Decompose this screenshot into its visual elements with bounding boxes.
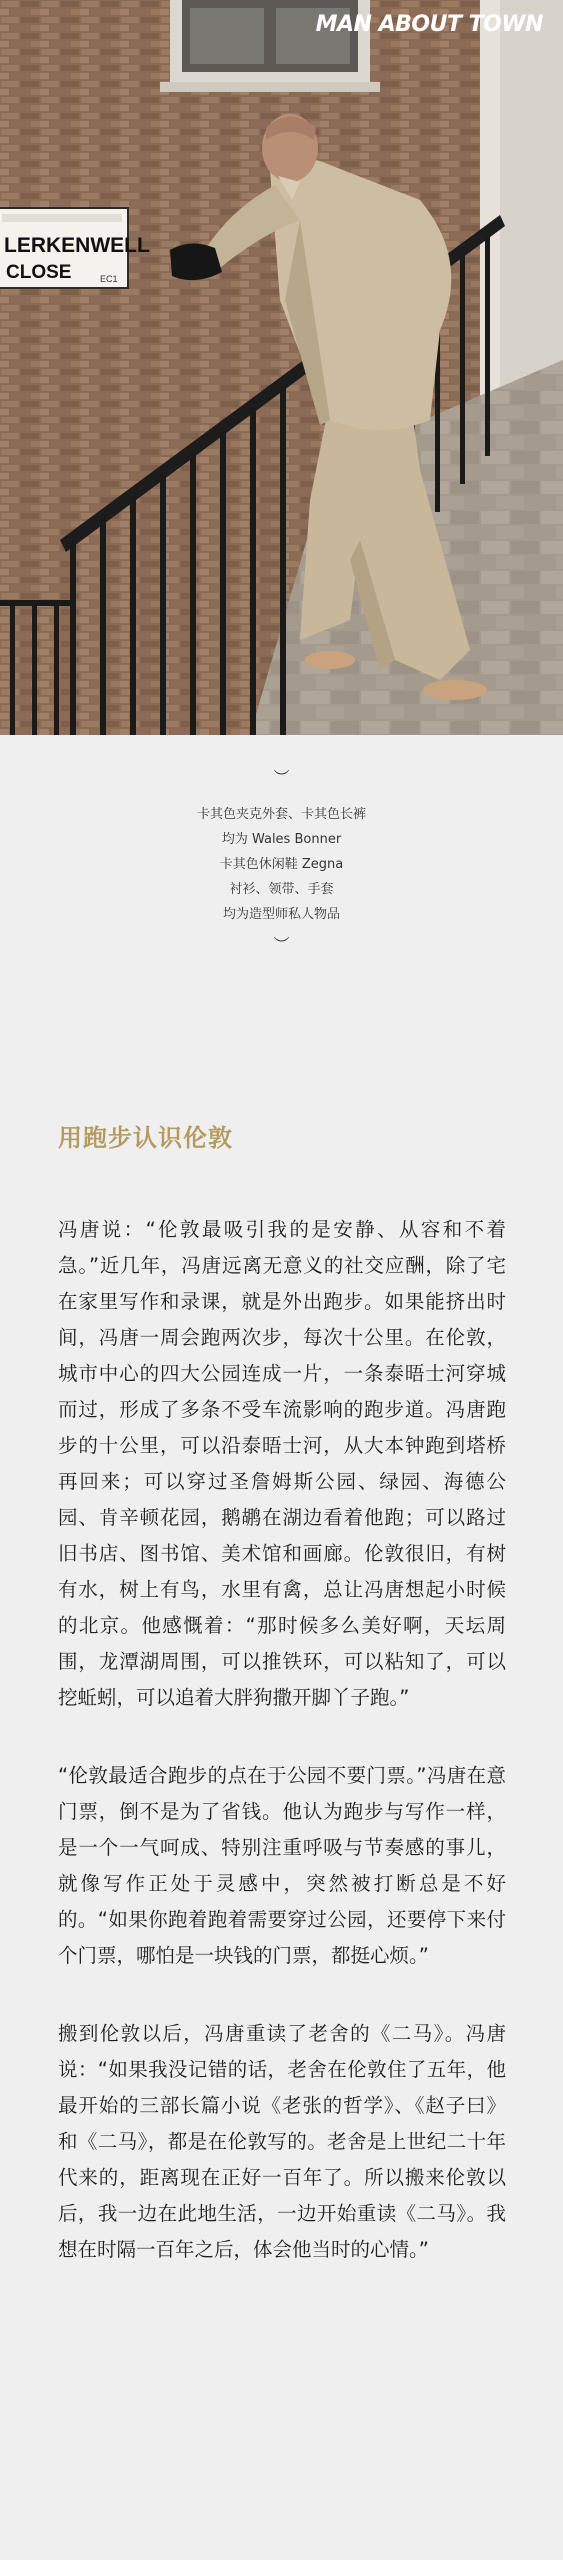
- section-title: 用跑步认识伦敦: [58, 1124, 233, 1152]
- article-paragraph: 搬到伦敦以后，冯唐重读了老舍的《二马》。冯唐说：“如果我没记错的话，老舍在伦敦住了五年，他最开始的三部长篇小说《老张的哲学》、《赵子曰》和《二马》，都是在伦敦写的。老舍是上世纪二十年代来的，距离现在正好一百年了。所以搬来伦敦以后，我一边在此地生活，一边开始重读《二马》。我想在时隔一百年之后，体会他当时的心情。”: [58, 2022, 506, 2261]
- hero-photo: [0, 0, 563, 735]
- caption-line: 均为造型师私人物品: [222, 907, 340, 922]
- caption-line: 衬衫、领带、手套: [229, 882, 334, 897]
- caption-line: 卡其色夹克外套、卡其色长裤: [196, 807, 366, 822]
- street-sign-line2: CLOSE: [6, 262, 72, 283]
- photo-caption: [0, 770, 563, 953]
- caption-line: 卡其色休闲鞋 Zegna: [219, 857, 344, 872]
- caption-lines: [0, 802, 563, 927]
- caption-line: 均为 Wales Bonner: [221, 832, 342, 847]
- article-paragraph: 冯唐说：“伦敦最吸引我的是安静、从容和不着急。”近几年，冯唐远离无意义的社交应酬，除了宅在家里写作和录课，就是外出跑步。如果能挤出时间，冯唐一周会跑两次步，每次十公里。在伦敦，城市中心的四大公园连成一片，一条泰晤士河穿城而过，形成了多条不受车流影响的跑步道。冯唐跑步的十公里，可以沿泰晤士河，从大本钟跑到塔桥再回来；可以穿过圣詹姆斯公园、绿园、海德公园、肯辛顿花园，鹅鹕在湖边看着他跑；可以路过旧书店、图书馆、美术馆和画廊。伦敦很旧，有树有水，树上有鸟，水里有禽，总让冯唐想起小时候的北京。他感慨着：“那时候多么美好啊，天坛周围，龙潭湖周围，可以推铁环，可以粘知了，可以挖蚯蚓，可以追着大胖狗撒开脚丫子跑。”: [58, 1218, 506, 1709]
- article-paragraph: “伦敦最适合跑步的点在于公园不要门票。”冯唐在意门票，倒不是为了省钱。他认为跑步与写作一样，是一个一气呵成、特别注重呼吸与节奏感的事儿，就像写作正处于灵感中，突然被打断总是不好的。“如果你跑着跑着需要穿过公园，还要停下来付个门票，哪怕是一块钱的门票，都挺心烦。”: [58, 1764, 506, 1967]
- hero-photo-illustration: [0, 0, 563, 735]
- masthead-logo: MAN ABOUT TOWN: [315, 12, 543, 37]
- caption-top-mark: ︶: [273, 768, 290, 787]
- street-sign-small: EC1: [100, 274, 118, 284]
- street-sign-line1: LERKENWELL: [4, 234, 150, 257]
- article-body: [58, 1212, 506, 2310]
- caption-bottom-mark: ︶: [273, 935, 290, 954]
